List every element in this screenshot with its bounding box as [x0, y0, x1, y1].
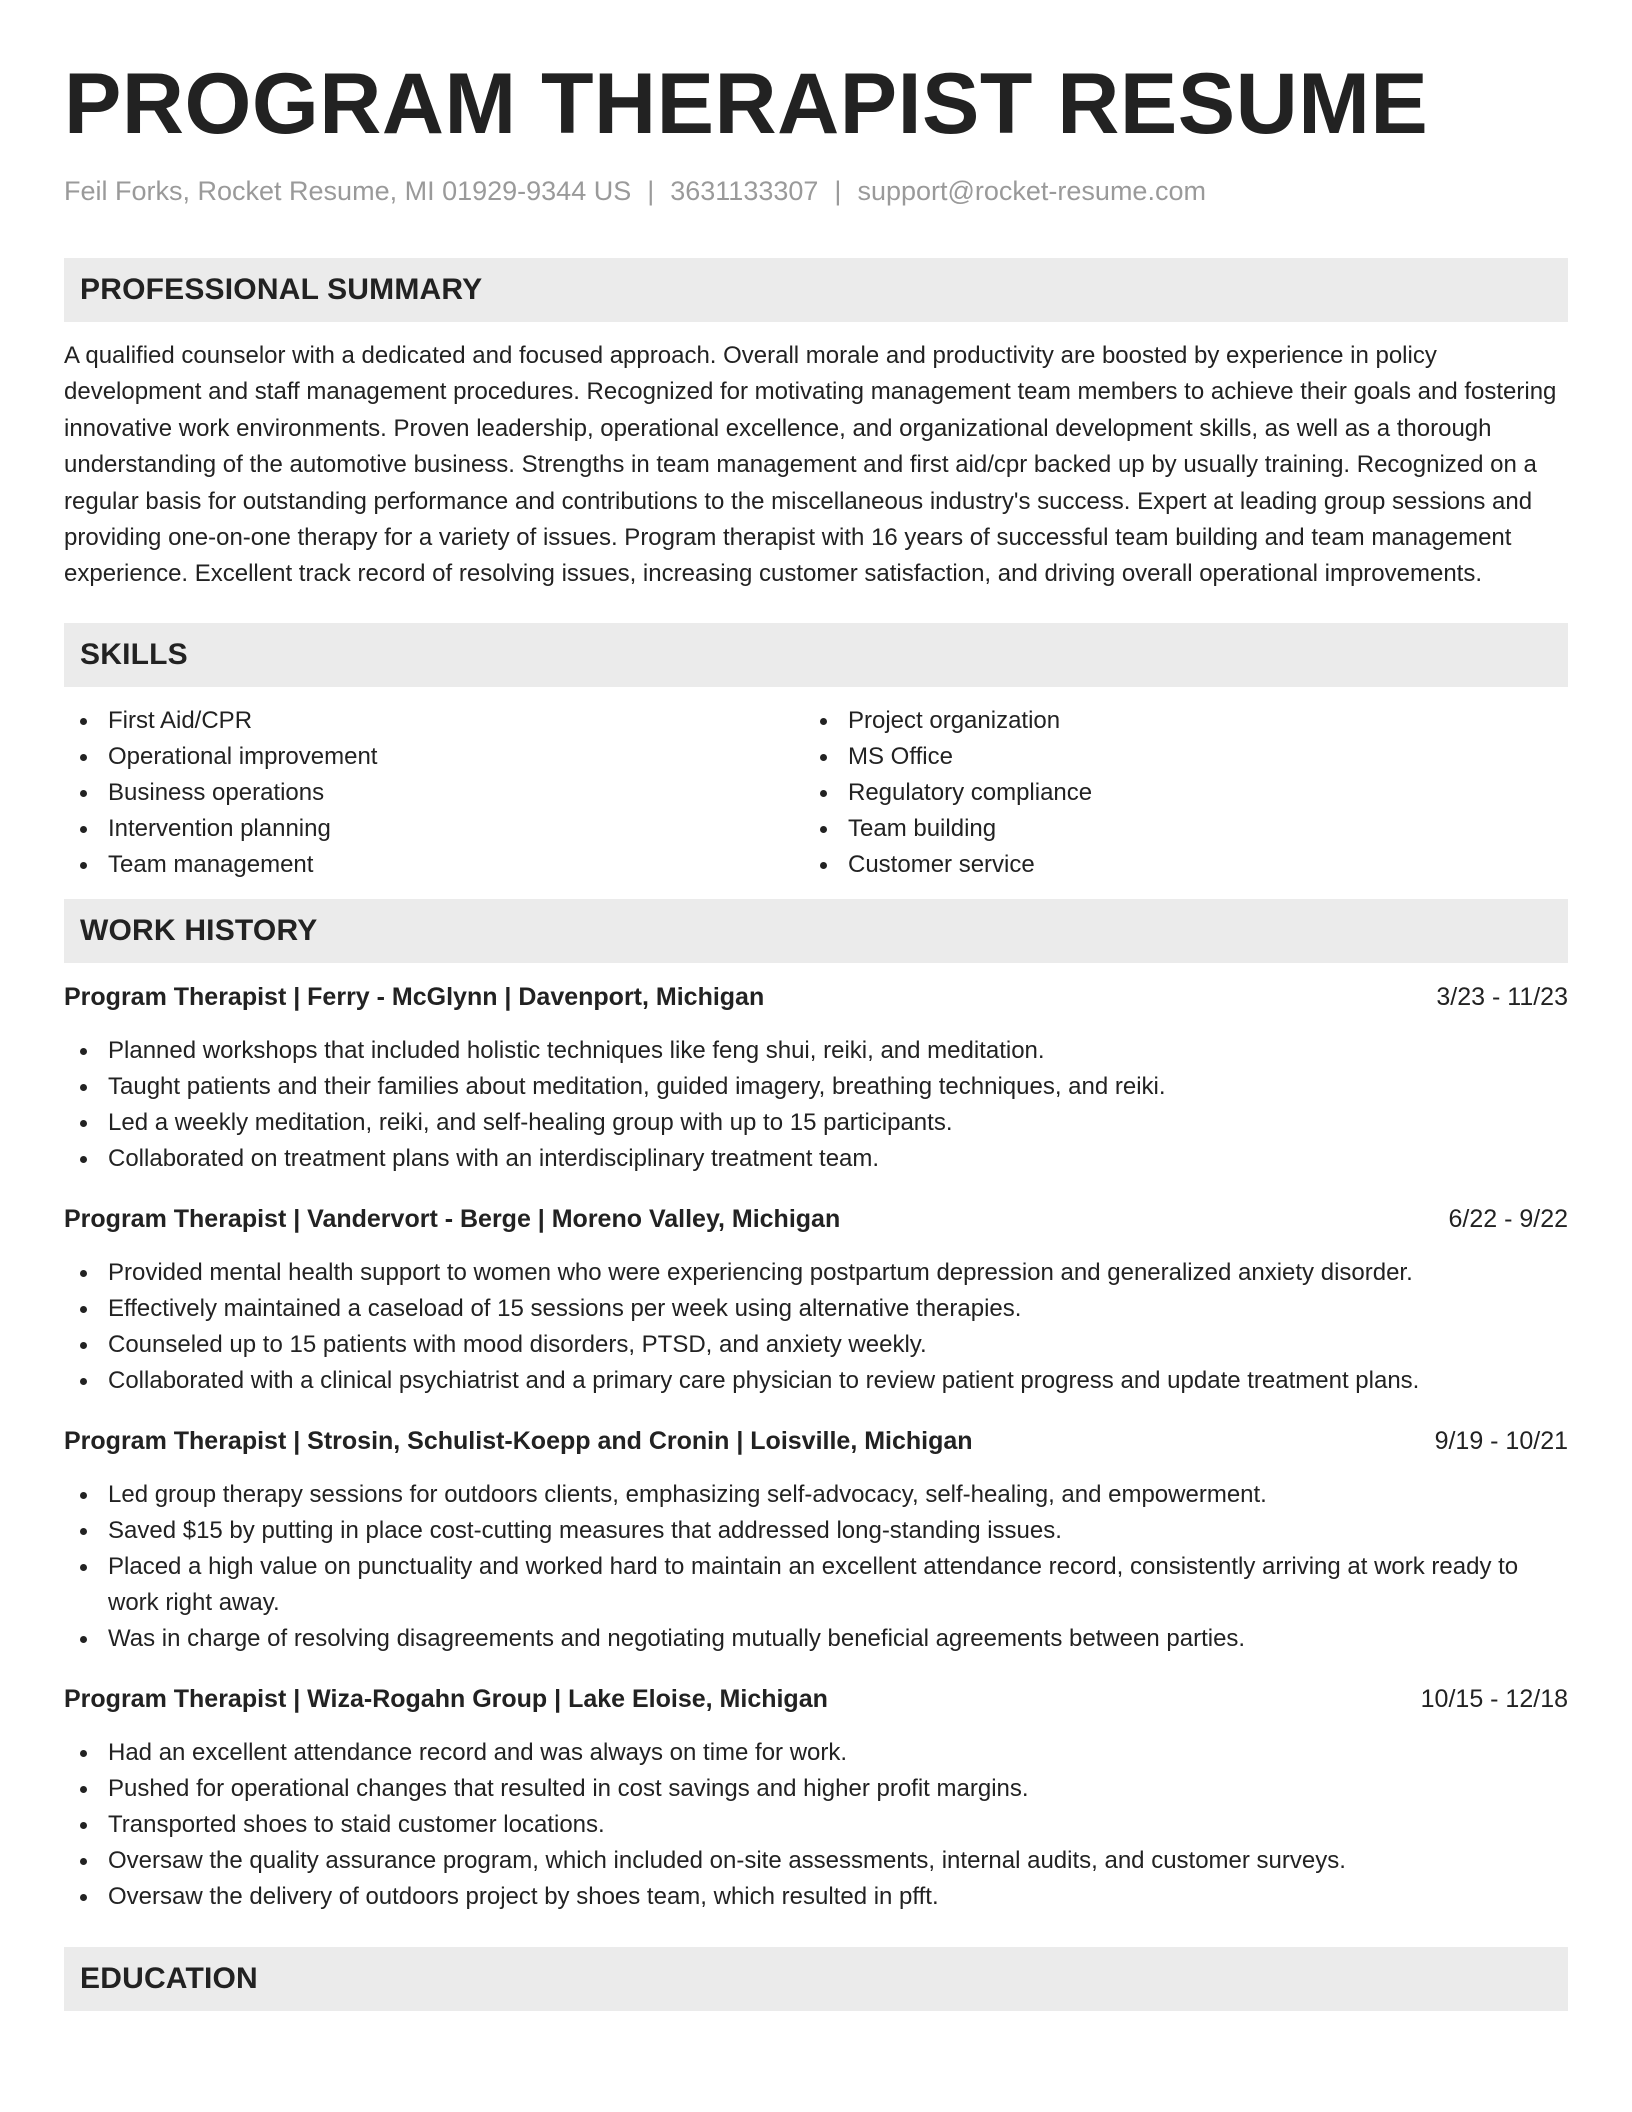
- job-bullets: [64, 1477, 1568, 1657]
- section-header-skills: SKILLS: [64, 623, 1568, 687]
- job-bullet: Pushed for operational changes that resulted in cost savings and higher profit margins.: [64, 1771, 1568, 1807]
- skill-item: Business operations: [64, 775, 804, 811]
- job-title: Program Therapist | Wiza-Rogahn Group | Lake Eloise, Michigan: [64, 1684, 828, 1713]
- job-bullet: Led a weekly meditation, reiki, and self-healing group with up to 15 participants.: [64, 1105, 1568, 1141]
- job-entry: [64, 1201, 1568, 1399]
- skills-list: [64, 703, 1568, 883]
- job-entry: [64, 1423, 1568, 1657]
- job-bullets: [64, 1255, 1568, 1399]
- job-bullet: Placed a high value on punctuality and worked hard to maintain an excellent attendance record, consistently arriving at work ready to work right away.: [64, 1549, 1568, 1621]
- skill-item: Team building: [804, 811, 1544, 847]
- skills-column-left: [64, 703, 804, 883]
- job-bullet: Collaborated with a clinical psychiatrist and a primary care physician to review patient progress and update treatment plans.: [64, 1363, 1568, 1399]
- job-bullet: Oversaw the delivery of outdoors project by shoes team, which resulted in pfft.: [64, 1879, 1568, 1915]
- job-header: [64, 1201, 1568, 1237]
- skill-item: Regulatory compliance: [804, 775, 1544, 811]
- contact-email: support@rocket-resume.com: [857, 176, 1206, 206]
- job-bullet: Counseled up to 15 patients with mood disorders, PTSD, and anxiety weekly.: [64, 1327, 1568, 1363]
- contact-phone: 3631133307: [670, 176, 819, 206]
- skill-item: Intervention planning: [64, 811, 804, 847]
- skill-item: First Aid/CPR: [64, 703, 804, 739]
- job-bullet: Planned workshops that included holistic techniques like feng shui, reiki, and meditation.: [64, 1033, 1568, 1069]
- skill-item: Project organization: [804, 703, 1544, 739]
- contact-separator: |: [834, 176, 842, 206]
- job-title: Program Therapist | Vandervort - Berge | Moreno Valley, Michigan: [64, 1204, 841, 1233]
- job-dates: 3/23 - 11/23: [1436, 982, 1568, 1011]
- job-bullet: Collaborated on treatment plans with an interdisciplinary treatment team.: [64, 1141, 1568, 1177]
- section-header-education: EDUCATION: [64, 1947, 1568, 2011]
- contact-address: Feil Forks, Rocket Resume, MI 01929-9344 US: [64, 176, 632, 206]
- job-dates: 9/19 - 10/21: [1434, 1426, 1568, 1455]
- page-title: PROGRAM THERAPIST RESUME: [64, 56, 1429, 152]
- job-bullet: Provided mental health support to women who were experiencing postpartum depression and generalized anxiety disorder.: [64, 1255, 1568, 1291]
- contact-line: [64, 174, 1568, 208]
- job-bullet: Taught patients and their families about meditation, guided imagery, breathing techniques, and reiki.: [64, 1069, 1568, 1105]
- job-header: [64, 1423, 1568, 1459]
- job-header: [64, 979, 1568, 1015]
- job-header: [64, 1681, 1568, 1717]
- job-bullet: Effectively maintained a caseload of 15 sessions per week using alternative therapies.: [64, 1291, 1568, 1327]
- job-bullet: Oversaw the quality assurance program, which included on-site assessments, internal audits, and customer surveys.: [64, 1843, 1568, 1879]
- job-bullet: Led group therapy sessions for outdoors clients, emphasizing self-advocacy, self-healing, and empowerment.: [64, 1477, 1568, 1513]
- skill-item: MS Office: [804, 739, 1544, 775]
- job-bullet: Transported shoes to staid customer locations.: [64, 1807, 1568, 1843]
- job-entry: [64, 979, 1568, 1177]
- job-title: Program Therapist | Strosin, Schulist-Koepp and Cronin | Loisville, Michigan: [64, 1426, 973, 1455]
- job-bullets: [64, 1735, 1568, 1915]
- job-bullet: Had an excellent attendance record and was always on time for work.: [64, 1735, 1568, 1771]
- skill-item: Customer service: [804, 847, 1544, 883]
- job-entry: [64, 1681, 1568, 1915]
- job-dates: 10/15 - 12/18: [1420, 1684, 1568, 1713]
- job-bullet: Saved $15 by putting in place cost-cutting measures that addressed long-standing issues.: [64, 1513, 1568, 1549]
- job-bullet: Was in charge of resolving disagreements and negotiating mutually beneficial agreements between parties.: [64, 1621, 1568, 1657]
- section-header-work-history: WORK HISTORY: [64, 899, 1568, 963]
- job-bullets: [64, 1033, 1568, 1177]
- job-title: Program Therapist | Ferry - McGlynn | Davenport, Michigan: [64, 982, 765, 1011]
- contact-separator: |: [647, 176, 655, 206]
- skill-item: Operational improvement: [64, 739, 804, 775]
- section-header-summary: PROFESSIONAL SUMMARY: [64, 258, 1568, 322]
- summary-text: A qualified counselor with a dedicated and focused approach. Overall morale and productivity are boosted by experience in policy development and staff management procedures. Recognized for motivating management team members to achieve their goals and fostering innovative work environments. Proven leadership, operational excellence, and organizational development skills, as well as a thorough understanding of the automotive business. Strengths in team management and first aid/cpr backed up by usually training. Recognized on a regular basis for outstanding performance and contributions to the miscellaneous industry's success. Expert at leading group sessions and providing one-on-one therapy for a variety of issues. Program therapist with 16 years of successful team building and team management experience. Excellent track record of resolving issues, increasing customer satisfaction, and driving overall operational improvements.: [64, 342, 1557, 588]
- skill-item: Team management: [64, 847, 804, 883]
- skills-column-right: [804, 703, 1544, 883]
- job-dates: 6/22 - 9/22: [1448, 1204, 1568, 1233]
